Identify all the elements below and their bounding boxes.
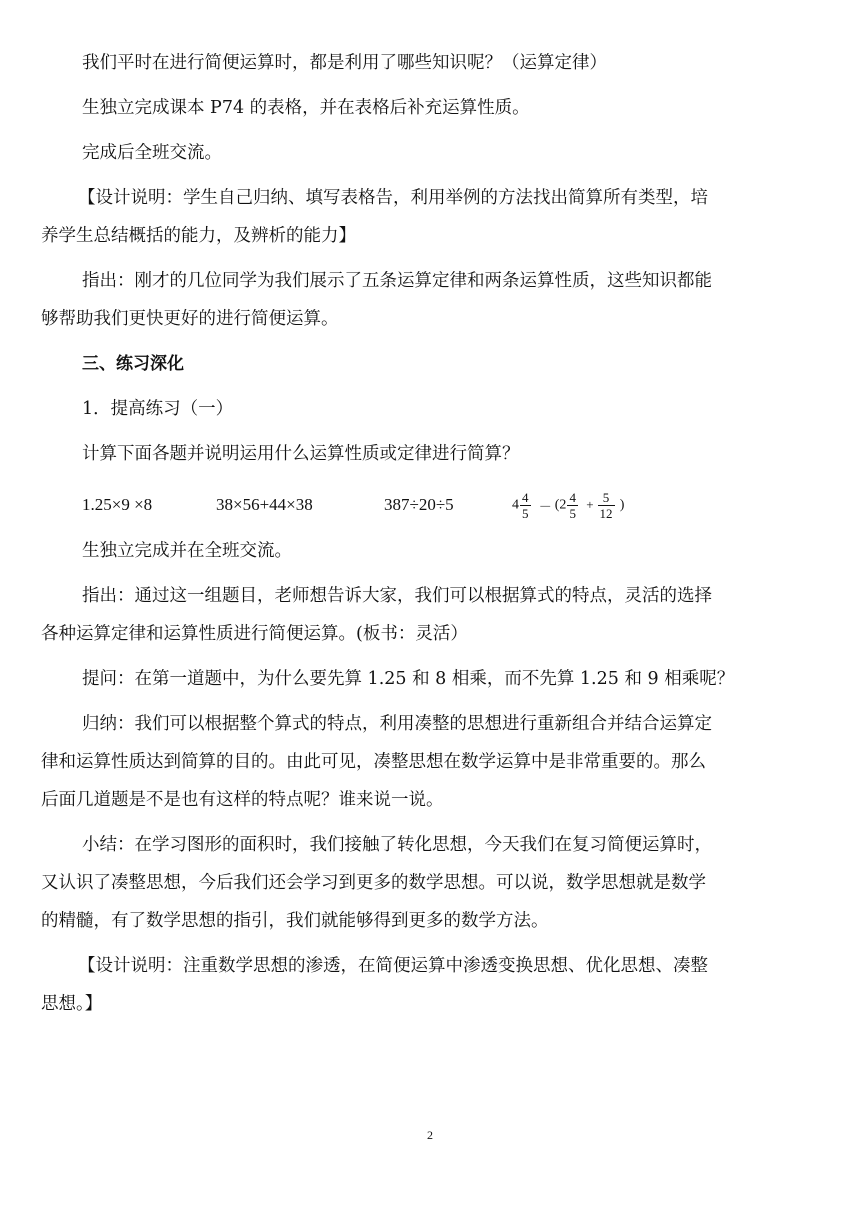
design-note-1-line-2: 养学生总结概括的能力，及辨析的能力】	[41, 226, 356, 246]
fraction-3: $\frac{5}{12}$	[599, 489, 613, 521]
point-out-1-line-1: 指出：刚才的几位同学为我们展示了五条运算定律和两条运算性质，这些知识都能	[82, 271, 712, 291]
summary-1-line-1: 归纳：我们可以根据整个算式的特点，利用凑整的思想进行重新组合并结合运算定	[82, 714, 712, 734]
summary-1-line-2: 律和运算性质达到简算的目的。由此可见，凑整思想在数学运算中是非常重要的。那么	[41, 752, 706, 772]
open-paren-whole: (2	[554, 497, 567, 512]
document-page	[41, 44, 822, 1030]
paragraph-conclusion	[41, 826, 822, 940]
section-heading-practice: 三、练习深化	[82, 354, 184, 374]
paragraph-point-out-2	[41, 577, 822, 653]
paragraph-question: 我们平时在进行简便运算时，都是利用了哪些知识呢？（运算定律）	[82, 53, 607, 73]
conclusion-line-1: 小结：在学习图形的面积时，我们接触了转化思想，今天我们在复习简便运算时，	[82, 835, 712, 855]
paragraph-independent: 生独立完成并在全班交流。	[82, 541, 292, 561]
fraction-1: $\frac{4}{5}$	[522, 489, 529, 521]
design-note-2-line-1: 【设计说明：注重数学思想的渗透，在简便运算中渗透变换思想、优化思想、凑整	[78, 956, 708, 976]
page-number: 2	[427, 1128, 433, 1142]
summary-1-line-3: 后面几道题是不是也有这样的特点呢？谁来说一说。	[41, 790, 444, 810]
point-out-1-line-2: 够帮助我们更快更好的进行简便运算。	[41, 309, 339, 329]
design-note-2-line-2: 思想。】	[41, 994, 103, 1014]
conclusion-line-2: 又认识了凑整思想，今后我们还会学习到更多的数学思想。可以说，数学思想就是数学	[41, 873, 706, 893]
paragraph-summary-1	[41, 705, 822, 819]
paragraph-calc-instruction: 计算下面各题并说明运用什么运算性质或定律进行简算？	[82, 444, 520, 464]
expression-3: 387÷20÷5	[384, 495, 454, 514]
fraction-2: $\frac{4}{5}$	[569, 489, 576, 521]
design-note-1-line-1: 【设计说明：学生自己归纳、填写表格告，利用举例的方法找出简算所有类型，培	[78, 188, 708, 208]
design-note-1	[41, 179, 822, 255]
expression-4	[512, 490, 624, 521]
design-note-2	[41, 947, 822, 1023]
paragraph-question-2: 提问：在第一道题中，为什么要先算 1.25 和 8 相乘，而不先算 1.25 和 9 相乘呢？	[82, 669, 735, 689]
expression-1: 1.25×9 ×8	[82, 495, 153, 514]
minus-sign: －	[538, 498, 552, 514]
point-out-2-line-1: 指出：通过这一组题目，老师想告诉大家，我们可以根据算式的特点，灵活的选择	[82, 586, 712, 606]
mixed-number-whole: 4	[512, 497, 519, 512]
expression-row	[82, 480, 822, 530]
conclusion-line-3: 的精髓，有了数学思想的指引，我们就能够得到更多的数学方法。	[41, 911, 549, 931]
plus-sign: +	[586, 497, 594, 512]
expression-2: 38×56+44×38	[216, 495, 313, 514]
subsection-heading-practice-1: 1．提高练习（一）	[82, 399, 234, 419]
paragraph-table-task: 生独立完成课本 P74 的表格，并在表格后补充运算性质。	[82, 98, 530, 118]
paragraph-point-out-1	[41, 262, 822, 338]
paragraph-exchange: 完成后全班交流。	[82, 143, 222, 163]
close-paren: )	[619, 497, 625, 512]
point-out-2-line-2: 各种运算定律和运算性质进行简便运算。(板书：灵活）	[41, 624, 468, 644]
